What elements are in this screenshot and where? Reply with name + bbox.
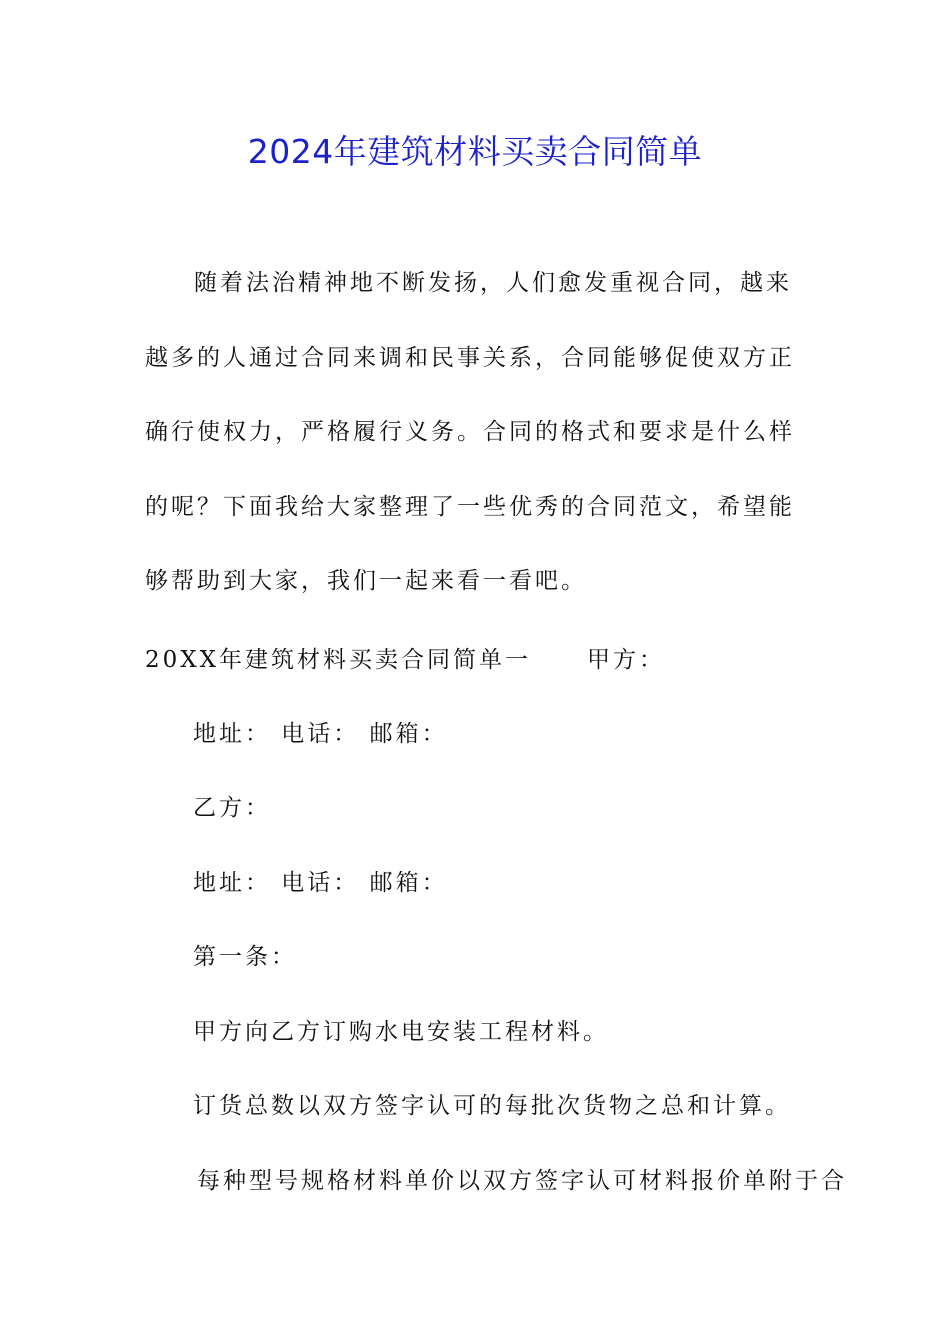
- section-heading-row: [145, 643, 665, 677]
- party-b-contact: 地址： 电话： 邮箱：: [193, 870, 448, 896]
- party-a-label: 甲方：: [587, 647, 666, 673]
- document-title: 2024年建筑材料买卖合同简单: [247, 132, 703, 171]
- intro-paragraph: 随着法治精神地不断发扬，人们愈发重视合同，越来越多的人通过合同来调和民事关系，合同能够促使双方正确行使权力，严格履行义务。合同的格式和要求是什么样的呢？下面我给大家整理了一些优秀的合同范文，希望能够帮助到大家，我们一起来看一看吧。: [145, 270, 795, 594]
- party-b-label: 乙方：: [193, 795, 271, 821]
- article-1-heading: 第一条：: [193, 944, 297, 970]
- article-1-line-3: 每种型号规格材料单价以双方签字认可材料报价单附于合: [197, 1168, 847, 1194]
- article-1-line-1: 甲方向乙方订购水电安装工程材料。: [193, 1019, 609, 1045]
- party-a-contact: 地址： 电话： 邮箱：: [193, 721, 448, 747]
- section-heading: 20XX年建筑材料买卖合同简单一: [145, 647, 532, 673]
- article-1-line-2: 订货总数以双方签字认可的每批次货物之总和计算。: [193, 1093, 791, 1119]
